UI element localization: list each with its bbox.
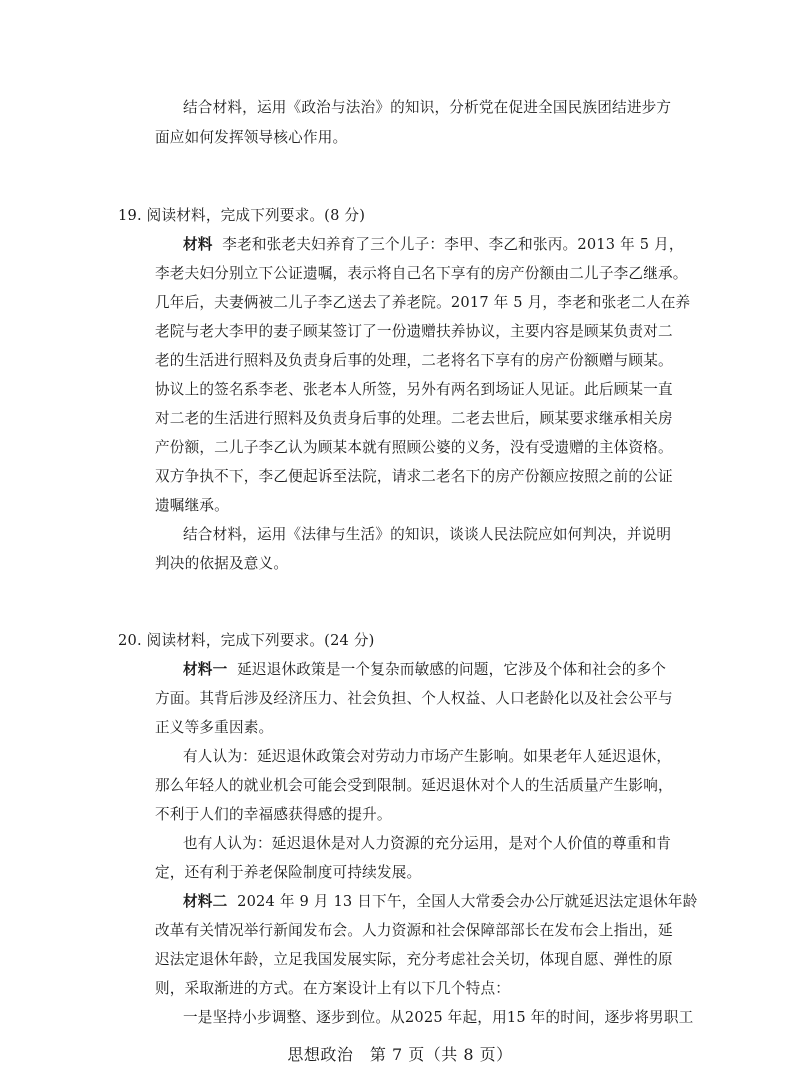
q19-task-line-1: 结合材料，运用《法律与生活》的知识，谈谈人民法院应如何判决，并说明 (183, 526, 672, 543)
q19-material-line: 对二老的生活进行照料及负责身后事的处理。二老去世后，顾某要求继承相关房 (155, 410, 673, 427)
q19-material-line: 双方争执不下，李乙便起诉至法院，请求二老名下的房产份额应按照之前的公证 (155, 468, 673, 485)
q19-number: 19. (118, 207, 142, 224)
q19-material-line: 几年后，夫妻俩被二儿子李乙送去了养老院。2017 年 5 月，李老和张老二人在养 (155, 294, 691, 311)
q19-material-line: 老院与老大李甲的妻子顾某签订了一份遗赠扶养协议，主要内容是顾某负责对二 (155, 323, 673, 340)
q18-task-line-1: 结合材料，运用《政治与法治》的知识，分析党在促进全国民族团结进步方 (183, 99, 672, 116)
q20-material2-line: 则，采取渐进的方式。在方案设计上有以下几个特点： (155, 980, 511, 997)
q20-view2-line: 也有人认为：延迟退休是对人力资源的充分运用，是对个人价值的尊重和肯 (183, 835, 672, 852)
q19-material-line: 产份额，二儿子李乙认为顾某本就有照顾公婆的义务，没有受遗赠的主体资格。 (155, 439, 673, 456)
q20-view2-line: 定，还有利于养老保险制度可持续发展。 (155, 864, 422, 881)
q20-material1-line-1: 材料一 延迟退休政策是一个复杂而敏感的问题，它涉及个体和社会的多个 (183, 661, 667, 678)
q20-material2-line: 改革有关情况举行新闻发布会。人力资源和社会保障部部长在发布会上指出，延 (155, 922, 673, 939)
q20-material1-line: 方面。其背后涉及经济压力、社会负担、个人权益、人口老龄化以及社会公平与 (155, 690, 673, 707)
q19-material-line: 老的生活进行照料及负责身后事的处理，二老将名下享有的房产份额赠与顾某。 (155, 352, 673, 369)
q19-material-label: 材料 (183, 236, 213, 253)
q20-material2-label: 材料二 (183, 893, 228, 910)
q20-material1-label: 材料一 (183, 661, 228, 678)
q20-heading (118, 631, 375, 651)
q20-material2-line-1: 材料二 2024 年 9 月 13 日下午，全国人大常委会办公厅就延迟法定退休年龄 (183, 893, 698, 910)
q19-heading (118, 206, 365, 226)
q19-material-line: 李老夫妇分别立下公证遗嘱，表示将自己名下享有的房产份额由二儿子李乙继承。 (155, 265, 688, 282)
q20-view1-line: 有人认为：延迟退休政策会对劳动力市场产生影响。如果老年人延迟退休， (183, 748, 672, 765)
q19-material-line: 遗嘱继承。 (155, 497, 229, 514)
q20-material2-line: 一是坚持小步调整、逐步到位。从2025 年起，用15 年的时间，逐步将男职工 (183, 1009, 694, 1026)
q20-material2-line: 迟法定退休年龄，立足我国发展实际，充分考虑社会关切，体现自愿、弹性的原 (155, 951, 673, 968)
q19-material-line-1: 材料 李老和张老夫妇养育了三个儿子：李甲、李乙和张丙。2013 年 5 月， (183, 236, 684, 253)
page-footer: 思想政治 第 7 页（共 8 页） (287, 1045, 513, 1064)
q19-instruction: 阅读材料，完成下列要求。(8 分) (146, 207, 366, 224)
q20-instruction: 阅读材料，完成下列要求。(24 分) (146, 632, 375, 649)
q20-number: 20. (118, 632, 142, 649)
q20-view1-line: 那么年轻人的就业机会可能会受到限制。延迟退休对个人的生活质量产生影响， (155, 777, 673, 794)
q20-view1-line: 不利于人们的幸福感获得感的提升。 (155, 806, 392, 823)
q20-material1-line: 正义等多重因素。 (155, 719, 274, 736)
q18-task-line-2: 面应如何发挥领导核心作用。 (155, 129, 348, 146)
q19-material-line: 协议上的签名系李老、张老本人所签，另外有两名到场证人见证。此后顾某一直 (155, 381, 673, 398)
q19-task-line-2: 判决的依据及意义。 (155, 555, 289, 572)
